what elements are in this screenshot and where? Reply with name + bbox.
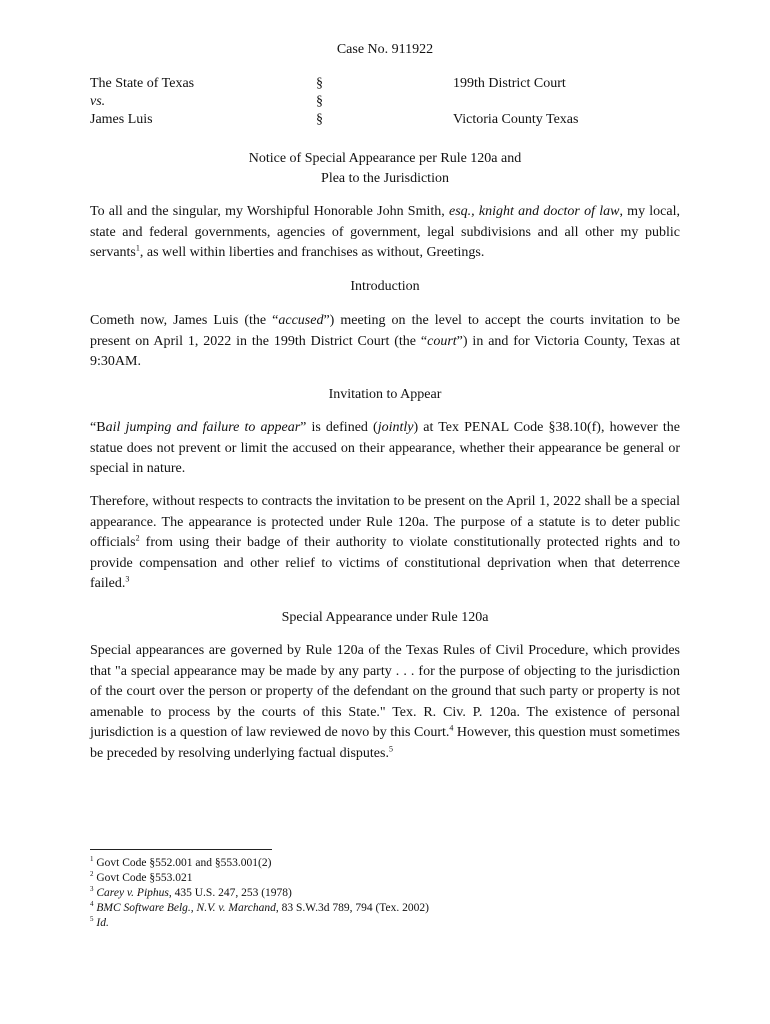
- special-appearance-paragraph: Special appearances are governed by Rule 120a of the Texas Rules of Civil Procedure, which provides that "a special appearance may be made by any party . . . for the purpose of objecting to the jurisdiction of the court over the person or property of the defendant on the ground that such party or property is not amenable to process by the courts of this State." Tex. R. Civ. P. 120a. The existence of personal jurisdiction is a question of law reviewed de novo by this Court.$^4$ However, this question must sometimes be preceded by resolving underlying factual disputes.$^5$: [90, 643, 680, 761]
- greeting-paragraph: To all and the singular, my Worshipful Honorable John Smith, esq., knight and doctor of law, my local, state and federal governments, agencies of government, legal subdivisions and all other my public servants$^1$, as well within liberties and franchises as without, Greetings.: [90, 204, 681, 261]
- caption-court: 199th District Court: [453, 76, 566, 91]
- footnote: $^4$ BMC Software Belg., N.V. v. Marchand, 83 S.W.3d 789, 794 (Tex. 2002): [90, 900, 429, 914]
- invitation-paragraph: “Bail jumping and failure to appear” is defined (jointly) at Tex PENAL Code §38.10(f), however the statue does not prevent or limit the accused on their appearance, whether their appearance be general or special in nature.: [90, 420, 680, 477]
- document-title-line1: Notice of Special Appearance per Rule 120a and: [248, 151, 522, 166]
- case-number: Case No. 911922: [336, 42, 434, 57]
- footnote-ref[interactable]: 3: [125, 574, 130, 584]
- footnote-divider: [90, 849, 272, 850]
- section-symbol: §: [316, 112, 323, 127]
- caption-defendant: James Luis: [90, 112, 153, 127]
- footnote: $^2$ Govt Code §553.021: [90, 870, 193, 884]
- caption-versus: vs.: [90, 94, 106, 109]
- document-title-line2: Plea to the Jurisdiction: [321, 171, 449, 186]
- footnote-ref[interactable]: 4: [449, 723, 454, 733]
- therefore-paragraph: Therefore, without respects to contracts the invitation to be present on the April 1, 2022 shall be a special appearance. The appearance is protected under Rule 120a. The purpose of a statute is to deter public officials$^2$ from using their badge of their authority to violate constitutionally protected rights and to provide compensation and other relief to victims of constitutional deprivation when that deterrence failed.$^3$: [90, 494, 680, 592]
- footnote-ref[interactable]: 1: [135, 243, 140, 253]
- introduction-paragraph: Cometh now, James Luis (the “accused”) meeting on the level to accept the courts invitation to be present on April 1, 2022 in the 199th District Court (the “court”) in and for Victoria County, Texas at 9:30AM.: [90, 313, 681, 370]
- section-symbol: §: [316, 76, 323, 91]
- heading-introduction: Introduction: [350, 279, 420, 294]
- section-symbol: §: [316, 94, 323, 109]
- heading-special-appearance: Special Appearance under Rule 120a: [281, 610, 489, 625]
- footnote-ref[interactable]: 5: [388, 744, 393, 754]
- caption-county: Victoria County Texas: [453, 112, 579, 127]
- footnote-ref[interactable]: 2: [135, 533, 140, 543]
- footnote: $^1$ Govt Code §552.001 and §553.001(2): [90, 855, 272, 869]
- footnote: $^5$ Id.: [90, 915, 109, 929]
- heading-invitation: Invitation to Appear: [328, 387, 442, 402]
- footnote: $^3$ Carey v. Piphus, 435 U.S. 247, 253 (1978): [90, 885, 292, 899]
- caption-plaintiff: The State of Texas: [90, 76, 195, 91]
